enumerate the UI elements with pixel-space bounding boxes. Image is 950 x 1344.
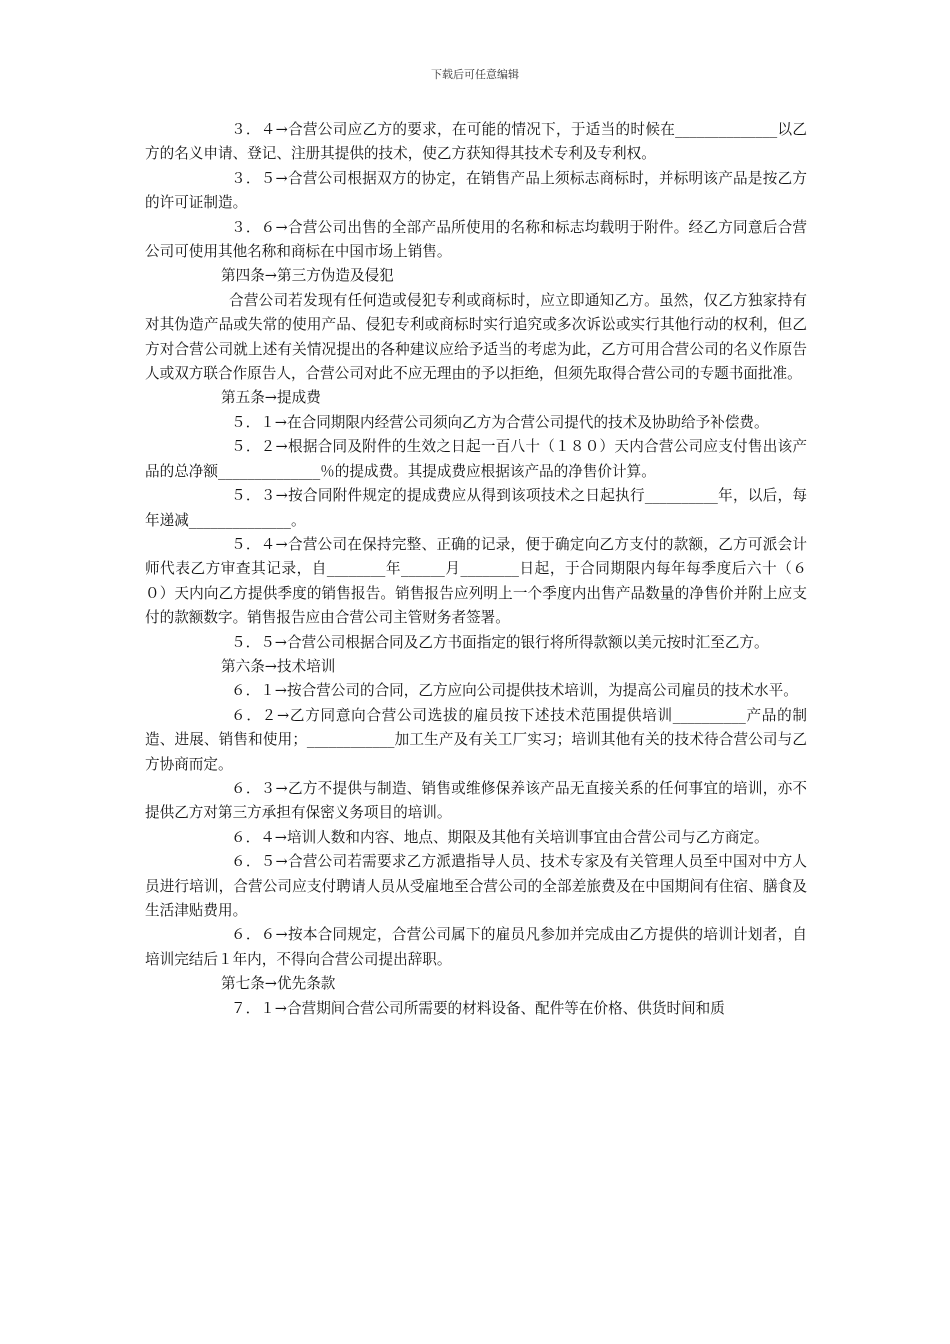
document-body	[145, 118, 807, 1021]
clause-paragraph: ６．２→乙方同意向合营公司选拔的雇员按下述技术范围提供培训__________产品的制造、进展、销售和使用；____________加工生产及有关工厂实习；培训其他有关的技术待合营公司与乙方协商而定。	[145, 706, 807, 773]
article-heading: 第七条→优先条款	[221, 975, 336, 993]
clause-paragraph: ６．６→按本合同规定，合营公司属下的雇员凡参加并完成由乙方提供的培训计划者，自培训完结后１年内，不得向合营公司提出辞职。	[145, 926, 807, 968]
article-heading: 第六条→技术培训	[221, 657, 336, 675]
clause-paragraph: ６．４→培训人数和内容、地点、期限及其他有关培训事宜由合营公司与乙方商定。	[231, 828, 769, 846]
page-header: 下载后可任意编辑	[431, 68, 519, 81]
clause-paragraph: ７．１→合营期间合营公司所需要的材料设备、配件等在价格、供货时间和质	[231, 999, 725, 1017]
clause-paragraph: ３．５→合营公司根据双方的协定，在销售产品上须标志商标时，并标明该产品是按乙方的许可证制造。	[145, 169, 807, 212]
clause-paragraph: ３．６→合营公司出售的全部产品所使用的名称和标志均载明于附件。经乙方同意后合营公司可使用其他名称和商标在中国市场上销售。	[145, 218, 807, 261]
clause-paragraph: ５．３→按合同附件规定的提成费应从得到该项技术之日起执行__________年，以后，每年递减______________。	[145, 487, 807, 529]
clause-paragraph: ３．４→合营公司应乙方的要求，在可能的情况下，于适当的时候在______________以乙方的名义申请、登记、注册其提供的技术，使乙方获知得其技术专利及专利权。	[145, 121, 807, 163]
clause-paragraph: ６．１→按合营公司的合同，乙方应向公司提供技术培训，为提高公司雇员的技术水平。	[231, 682, 798, 700]
clause-paragraph: ６．５→合营公司若需要求乙方派遣指导人员、技术专家及有关管理人员至中国对中方人员进行培训，合营公司应支付聘请人员从受雇地至合营公司的全部差旅费及在中国期间有住宿、膳食及生活津贴费用。	[145, 853, 807, 919]
clause-paragraph: ５．５→合营公司根据合同及乙方书面指定的银行将所得款额以美元按时汇至乙方。	[231, 633, 769, 651]
clause-paragraph: ５．１→在合同期限内经营公司须向乙方为合营公司提代的技术及协助给予补偿费。	[231, 413, 769, 431]
article-heading: 第五条→提成费	[221, 389, 321, 407]
clause-paragraph: ６．３→乙方不提供与制造、销售或维修保养该产品无直接关系的任何事宜的培训，亦不提供乙方对第三方承担有保密义务项目的培训。	[145, 779, 807, 822]
article-heading: 第四条→第三方伪造及侵犯	[221, 267, 394, 285]
clause-paragraph: ５．４→合营公司在保持完整、正确的记录，便于确定向乙方支付的款额，乙方可派会计师代表乙方审查其记录，自________年______月________日起，于合同期限内每年每季度后六十（６０）天内向乙方提供季度的销售报告。销售报告应列明上一个季度内出售产品数量的净售价并附上应支付的款额数字。销售报告应由合营公司主管财务者签署。	[145, 535, 807, 627]
body-paragraph: 合营公司若发现有任何造或侵犯专利或商标时，应立即通知乙方。虽然，仅乙方独家持有对其伪造产品或失常的使用产品、侵犯专利或商标时实行追究或多次诉讼或实行其他行动的权利，但乙方对合营公司就上述有关情况提出的各种建议应给予适当的考虑为此，乙方可用合营公司的名义作原告人或双方联合作原告人，合营公司对此不应无理由的予以拒绝，但须先取得合营公司的专题书面批准。	[145, 291, 807, 383]
clause-paragraph: ５．２→根据合同及附件的生效之日起一百八十（１８０）天内合营公司应支付售出该产品的总净额______________％的提成费。其提成费应根据该产品的净售价计算。	[145, 438, 807, 480]
